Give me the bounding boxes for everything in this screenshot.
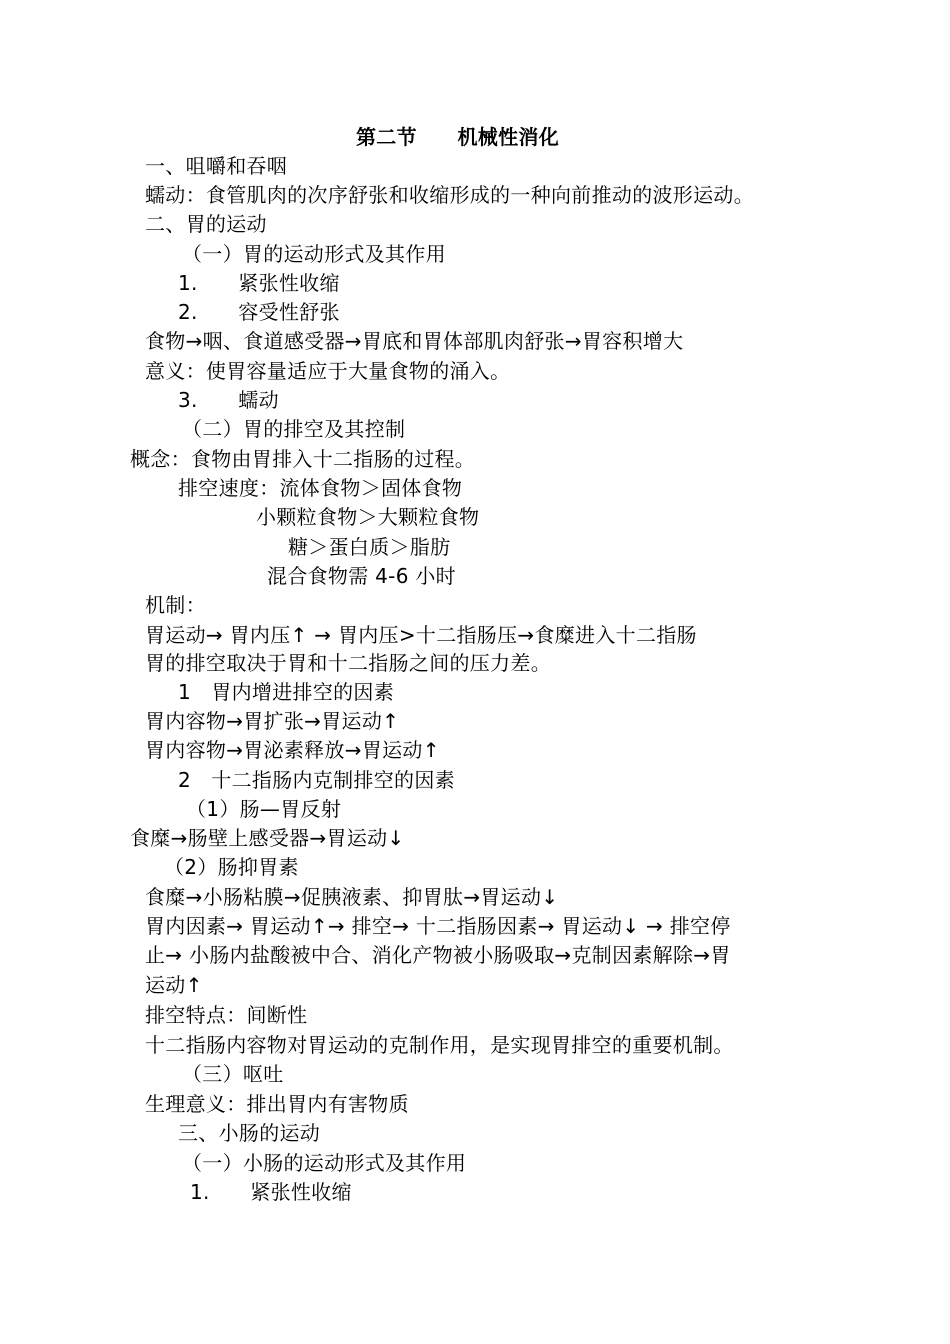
text-mechanism-pathway: 胃运动→ 胃内压↑ → 胃内压>十二指肠压→食糜进入十二指肠 [145,623,697,647]
text-emptying-concept: 概念：食物由胃排入十二指肠的过程。 [130,447,476,471]
list-item-peristalsis: 3. 蠕动 [178,388,279,412]
list-item-small-intestine-tonic: 1. 紧张性收缩 [190,1180,352,1204]
heading-small-intestine-motility: 三、小肠的运动 [178,1121,321,1145]
list-item-receptive-relaxation: 2. 容受性舒张 [178,300,340,324]
subheading-small-intestine-forms: （一）小肠的运动形式及其作用 [182,1151,467,1175]
text-relaxation-pathway: 食物→咽、食道感受器→胃底和胃体部肌肉舒张→胃容积增大 [145,329,684,353]
text-emptying-cycle-line3: 运动↑ [145,973,203,997]
text-reflex-pathway: 食糜→肠壁上感受器→胃运动↓ [130,826,405,850]
section-title: 第二节 机械性消化 [356,125,559,149]
heading-stomach-motility: 二、胃的运动 [145,212,267,236]
label-mechanism: 机制： [145,593,206,617]
subheading-duodenal-inhibiting-factors: 2 十二指肠内克制排空的因素 [178,768,455,792]
subheading-gastric-emptying: （二）胃的排空及其控制 [182,417,406,441]
text-enterogastrone-pathway: 食糜→小肠粘膜→促胰液素、抑胃肽→胃运动↓ [145,885,559,909]
text-vomiting-significance: 生理意义：排出胃内有害物质 [145,1092,409,1116]
text-nutrient-order: 糖＞蛋白质＞脂肪 [288,535,451,559]
text-pressure-difference: 胃的排空取决于胃和十二指肠之间的压力差。 [145,651,551,675]
list-item-tonic-contraction: 1. 紧张性收缩 [178,271,340,295]
text-relaxation-significance: 意义：使胃容量适应于大量食物的涌入。 [145,359,511,383]
list-item-enterogastric-reflex: （1）肠—胃反射 [186,797,342,821]
text-peristalsis-definition: 蠕动：食管肌肉的次序舒张和收缩形成的一种向前推动的波形运动。 [145,183,754,207]
subheading-gastric-promoting-factors: 1 胃内增进排空的因素 [178,680,395,704]
text-gastric-distension: 胃内容物→胃扩张→胃运动↑ [145,709,400,733]
subheading-motility-forms: （一）胃的运动形式及其作用 [182,242,446,266]
text-particle-size-order: 小颗粒食物＞大颗粒食物 [256,505,480,529]
text-duodenal-inhibition-summary: 十二指肠内容物对胃运动的克制作用，是实现胃排空的重要机制。 [145,1033,734,1057]
list-item-enterogastrone: （2）肠抑胃素 [164,855,299,879]
text-emptying-cycle-line2: 止→ 小肠内盐酸被中合、消化产物被小肠吸取→克制因素解除→胃 [145,943,731,967]
text-gastrin-release: 胃内容物→胃泌素释放→胃运动↑ [145,738,440,762]
text-emptying-feature: 排空特点：间断性 [145,1003,308,1027]
heading-chewing-swallowing: 一、咀嚼和吞咽 [145,154,288,178]
subheading-vomiting: （三）呕吐 [182,1062,284,1086]
text-emptying-speed: 排空速度：流体食物＞固体食物 [178,476,463,500]
text-emptying-cycle-line1: 胃内因素→ 胃运动↑→ 排空→ 十二指肠因素→ 胃运动↓ → 排空停 [145,914,731,938]
text-mixed-food-time: 混合食物需 4-6 小时 [267,564,456,588]
